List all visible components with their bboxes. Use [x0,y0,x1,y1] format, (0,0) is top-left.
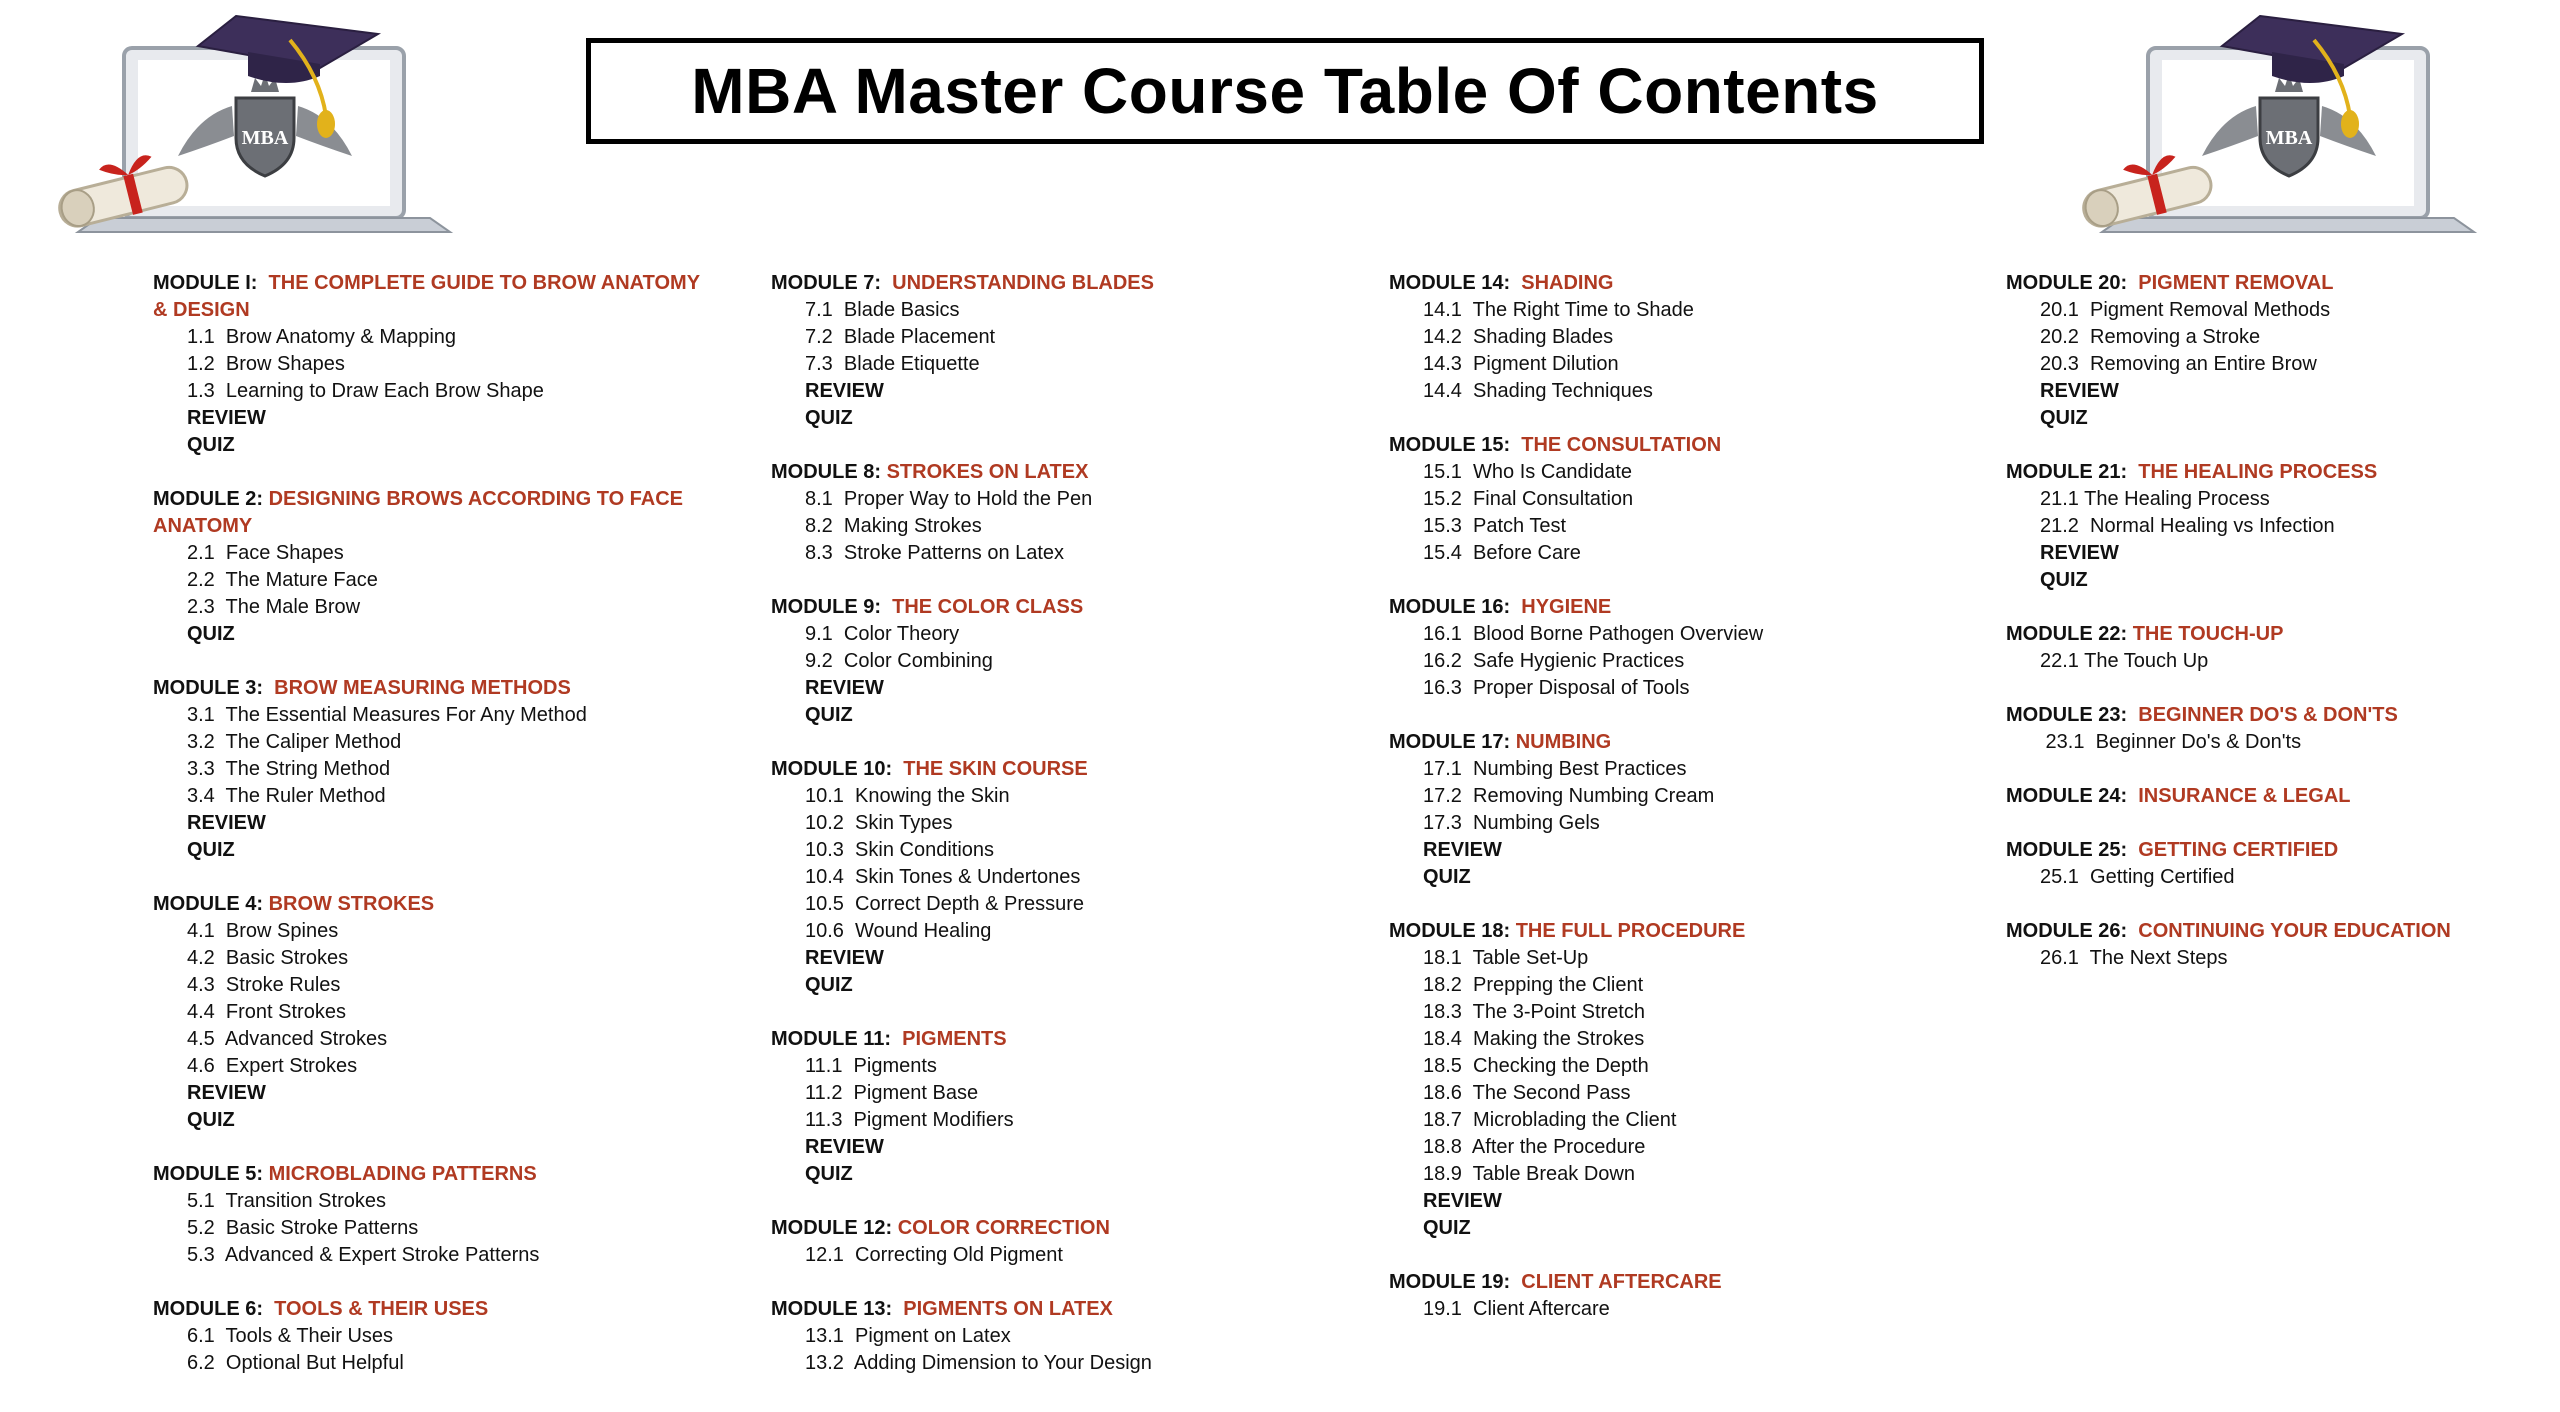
module-assessment: QUIZ [805,974,853,996]
module-title: NUMBING [1515,731,1612,753]
module-section [2006,918,2560,972]
module-number: MODULE 13: [771,1298,904,1320]
module-heading [771,1215,1331,1242]
module-title: UNDERSTANDING BLADES [892,272,1154,294]
lesson-item: 25.1 Getting Certified [2040,866,2235,888]
module-number: MODULE 3: [153,677,275,699]
lesson-item: 1.1 Brow Anatomy & Mapping [187,326,457,348]
module-section [1389,432,1949,567]
lesson-item: 5.1 Transition Strokes [187,1190,386,1212]
graduation-laptop-logo-icon [58,6,478,236]
module-section [771,270,1331,432]
lesson-item: 18.5 Checking the Depth [1423,1055,1649,1077]
lesson-item: 11.1 Pigments [805,1055,937,1077]
module-heading [2006,459,2560,486]
lesson-item: 18.2 Prepping the Client [1423,974,1644,996]
module-assessment: REVIEW [2040,380,2119,402]
lesson-item: 1.2 Brow Shapes [187,353,345,375]
module-heading [2006,702,2560,729]
module-number: MODULE 23: [2006,704,2139,726]
lesson-item: 14.4 Shading Techniques [1423,380,1653,402]
module-title: PIGMENT REMOVAL [2138,272,2334,294]
module-title: PIGMENTS [902,1028,1007,1050]
module-heading [771,756,1331,783]
lesson-item: 6.2 Optional But Helpful [187,1352,404,1374]
module-number: MODULE 25: [2006,839,2139,861]
lesson-item: 19.1 Client Aftercare [1423,1298,1610,1320]
module-number: MODULE 14: [1389,272,1522,294]
module-assessment: QUIZ [1423,866,1471,888]
lesson-item: 11.3 Pigment Modifiers [805,1109,1014,1131]
module-title: CLIENT AFTERCARE [1521,1271,1722,1293]
lesson-item: 7.2 Blade Placement [805,326,996,348]
module-heading [153,1161,713,1188]
lesson-item: 16.1 Blood Borne Pathogen Overview [1423,623,1764,645]
module-title: THE FULL PROCEDURE [1515,920,1746,942]
module-heading [153,1296,713,1323]
module-heading [771,459,1331,486]
module-number: MODULE 2: [153,488,269,510]
module-heading [2006,621,2560,648]
module-section [1389,594,1949,702]
module-title: INSURANCE & LEGAL [2138,785,2351,807]
module-section [771,1026,1331,1188]
module-heading [1389,270,1949,297]
module-title: CONTINUING YOUR EDUCATION [2138,920,2451,942]
module-title: THE COLOR CLASS [892,596,1084,618]
lesson-item: 10.3 Skin Conditions [805,839,995,861]
lesson-item: 18.8 After the Procedure [1423,1136,1646,1158]
lesson-item: 10.2 Skin Types [805,812,953,834]
module-heading [153,675,713,702]
module-number: MODULE 16: [1389,596,1522,618]
lesson-item: 14.2 Shading Blades [1423,326,1614,348]
lesson-item: 20.1 Pigment Removal Methods [2040,299,2331,321]
module-title: HYGIENE [1521,596,1612,618]
module-assessment: REVIEW [1423,839,1502,861]
module-title: THE COMPLETE GUIDE TO BROW ANATOMY & DESIGN [153,272,700,321]
module-number: MODULE 6: [153,1298,275,1320]
module-section [1389,729,1949,891]
lesson-item: 18.6 The Second Pass [1423,1082,1631,1104]
module-number: MODULE 22: [2006,623,2133,645]
module-number: MODULE 9: [771,596,893,618]
module-number: MODULE 4: [153,893,269,915]
lesson-item: 3.4 The Ruler Method [187,785,386,807]
lesson-item: 4.1 Brow Spines [187,920,339,942]
lesson-item: 22.1 The Touch Up [2040,650,2209,672]
module-heading [1389,432,1949,459]
module-heading [2006,837,2560,864]
module-title: TOOLS & THEIR USES [274,1298,489,1320]
module-assessment: QUIZ [2040,569,2088,591]
module-heading [2006,783,2560,810]
module-heading [1389,729,1949,756]
lesson-item: 26.1 The Next Steps [2040,947,2228,969]
module-assessment: REVIEW [187,407,266,429]
module-heading [1389,594,1949,621]
module-number: MODULE 20: [2006,272,2139,294]
module-title: PIGMENTS ON LATEX [903,1298,1113,1320]
lesson-item: 9.2 Color Combining [805,650,993,672]
lesson-item: 21.2 Normal Healing vs Infection [2040,515,2335,537]
lesson-item: 16.3 Proper Disposal of Tools [1423,677,1690,699]
lesson-item: 4.2 Basic Strokes [187,947,349,969]
module-section [771,756,1331,999]
module-section [771,1296,1331,1377]
module-number: MODULE 24: [2006,785,2139,807]
lesson-item: 1.3 Learning to Draw Each Brow Shape [187,380,544,402]
module-section [771,594,1331,729]
module-assessment: QUIZ [1423,1217,1471,1239]
module-title: BROW MEASURING METHODS [274,677,571,699]
module-number: MODULE 10: [771,758,904,780]
module-number: MODULE 17: [1389,731,1516,753]
lesson-item: 4.3 Stroke Rules [187,974,341,996]
lesson-item: 23.1 Beginner Do's & Don'ts [2040,731,2302,753]
module-assessment: REVIEW [805,947,884,969]
lesson-item: 6.1 Tools & Their Uses [187,1325,394,1347]
module-number: MODULE 7: [771,272,893,294]
module-section [1389,270,1949,405]
lesson-item: 3.1 The Essential Measures For Any Method [187,704,587,726]
module-heading [771,270,1331,297]
module-heading [153,891,713,918]
lesson-item: 9.1 Color Theory [805,623,960,645]
lesson-item: 18.7 Microblading the Client [1423,1109,1677,1131]
module-heading [771,594,1331,621]
module-assessment: REVIEW [1423,1190,1502,1212]
lesson-item: 8.2 Making Strokes [805,515,982,537]
module-assessment: REVIEW [805,1136,884,1158]
lesson-item: 16.2 Safe Hygienic Practices [1423,650,1685,672]
module-number: MODULE 18: [1389,920,1516,942]
module-section [153,1161,713,1269]
module-section [2006,621,2560,675]
lesson-item: 15.3 Patch Test [1423,515,1567,537]
lesson-item: 7.3 Blade Etiquette [805,353,980,375]
lesson-item: 11.2 Pigment Base [805,1082,979,1104]
module-heading [153,270,713,324]
module-number: MODULE 26: [2006,920,2139,942]
module-heading [153,486,713,540]
module-section [2006,783,2560,810]
module-assessment: QUIZ [805,1163,853,1185]
module-title: THE TOUCH-UP [2132,623,2284,645]
lesson-item: 18.9 Table Break Down [1423,1163,1635,1185]
lesson-item: 18.4 Making the Strokes [1423,1028,1645,1050]
lesson-item: 4.5 Advanced Strokes [187,1028,388,1050]
lesson-item: 10.1 Knowing the Skin [805,785,1010,807]
logo-text: MBA [2265,127,2313,149]
lesson-item: 17.3 Numbing Gels [1423,812,1600,834]
module-number: MODULE I: [153,272,269,294]
lesson-item: 14.3 Pigment Dilution [1423,353,1619,375]
module-heading [1389,1269,1949,1296]
lesson-item: 18.3 The 3-Point Stretch [1423,1001,1645,1023]
module-heading [771,1026,1331,1053]
module-section [771,1215,1331,1269]
lesson-item: 2.2 The Mature Face [187,569,378,591]
module-assessment: QUIZ [187,434,235,456]
lesson-item: 2.1 Face Shapes [187,542,344,564]
module-heading [1389,918,1949,945]
module-section [153,1296,713,1377]
lesson-item: 3.3 The String Method [187,758,391,780]
module-title: THE HEALING PROCESS [2138,461,2378,483]
graduation-laptop-logo-icon [2082,6,2502,236]
module-assessment: REVIEW [805,380,884,402]
module-section [1389,1269,1949,1323]
module-section [2006,270,2560,432]
module-heading [771,1296,1331,1323]
module-section [2006,702,2560,756]
module-section [771,459,1331,567]
lesson-item: 8.1 Proper Way to Hold the Pen [805,488,1093,510]
lesson-item: 10.4 Skin Tones & Undertones [805,866,1081,888]
logo-text: MBA [241,127,289,149]
lesson-item: 17.2 Removing Numbing Cream [1423,785,1715,807]
module-number: MODULE 15: [1389,434,1522,456]
toc-column-3 [1389,270,1949,1350]
module-title: COLOR CORRECTION [897,1217,1110,1239]
lesson-item: 4.4 Front Strokes [187,1001,346,1023]
title-box [586,38,1984,144]
module-number: MODULE 5: [153,1163,269,1185]
module-heading [2006,270,2560,297]
lesson-item: 18.1 Table Set-Up [1423,947,1589,969]
lesson-item: 2.3 The Male Brow [187,596,361,618]
module-assessment: QUIZ [2040,407,2088,429]
module-number: MODULE 12: [771,1217,898,1239]
module-title: BROW STROKES [268,893,435,915]
toc-column-4 [2006,270,2560,999]
lesson-item: 20.2 Removing a Stroke [2040,326,2261,348]
lesson-item: 20.3 Removing an Entire Brow [2040,353,2317,375]
lesson-item: 15.4 Before Care [1423,542,1581,564]
module-assessment: REVIEW [187,812,266,834]
module-section [2006,459,2560,594]
lesson-item: 12.1 Correcting Old Pigment [805,1244,1063,1266]
module-assessment: REVIEW [2040,542,2119,564]
lesson-item: 7.1 Blade Basics [805,299,960,321]
module-assessment: REVIEW [187,1082,266,1104]
module-section [153,675,713,864]
toc-column-1 [153,270,713,1404]
module-title: GETTING CERTIFIED [2138,839,2339,861]
module-assessment: QUIZ [187,839,235,861]
module-number: MODULE 11: [771,1028,903,1050]
module-assessment: QUIZ [187,1109,235,1131]
lesson-item: 3.2 The Caliper Method [187,731,402,753]
lesson-item: 5.2 Basic Stroke Patterns [187,1217,419,1239]
lesson-item: 13.2 Adding Dimension to Your Design [805,1352,1152,1374]
module-assessment: QUIZ [187,623,235,645]
module-section [153,891,713,1134]
module-title: BEGINNER DO'S & DON'TS [2138,704,2398,726]
lesson-item: 4.6 Expert Strokes [187,1055,358,1077]
module-title: SHADING [1521,272,1614,294]
toc-column-2 [771,270,1331,1404]
module-heading [2006,918,2560,945]
lesson-item: 13.1 Pigment on Latex [805,1325,1011,1347]
lesson-item: 15.1 Who Is Candidate [1423,461,1633,483]
module-title: THE CONSULTATION [1521,434,1722,456]
module-assessment: QUIZ [805,704,853,726]
lesson-item: 21.1 The Healing Process [2040,488,2270,510]
module-number: MODULE 19: [1389,1271,1522,1293]
module-title: MICROBLADING PATTERNS [268,1163,537,1185]
module-title: THE SKIN COURSE [903,758,1088,780]
lesson-item: 17.1 Numbing Best Practices [1423,758,1687,780]
module-title: DESIGNING BROWS ACCORDING TO FACE ANATOMY [153,488,684,537]
page-title: MBA Master Course Table Of Contents [691,55,1879,127]
lesson-item: 8.3 Stroke Patterns on Latex [805,542,1065,564]
module-section [2006,837,2560,891]
module-number: MODULE 8: [771,461,887,483]
lesson-item: 14.1 The Right Time to Shade [1423,299,1694,321]
module-number: MODULE 21: [2006,461,2139,483]
lesson-item: 10.5 Correct Depth & Pressure [805,893,1085,915]
module-section [153,270,713,459]
module-title: STROKES ON LATEX [886,461,1089,483]
lesson-item: 15.2 Final Consultation [1423,488,1634,510]
module-section [153,486,713,648]
module-assessment: REVIEW [805,677,884,699]
lesson-item: 10.6 Wound Healing [805,920,992,942]
module-section [1389,918,1949,1242]
lesson-item: 5.3 Advanced & Expert Stroke Patterns [187,1244,540,1266]
module-assessment: QUIZ [805,407,853,429]
